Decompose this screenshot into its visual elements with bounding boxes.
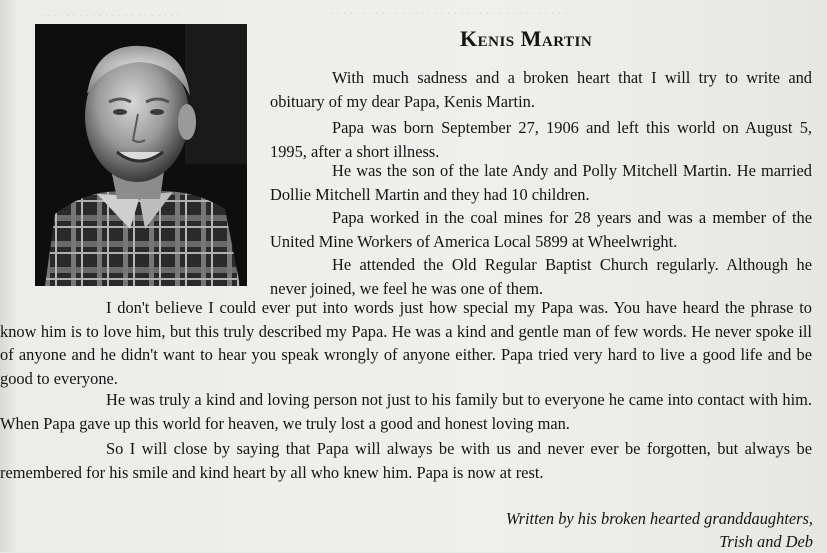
signature-line-1: Written by his broken hearted granddaughters, [505,509,813,528]
portrait-photo [35,24,247,286]
paragraph-church: He attended the Old Regular Baptist Church regularly. Although he never joined, we feel he was one of them. [270,255,812,298]
paragraph-intro: With much sadness and a broken heart that I will try to write and obituary of my dear Papa, Kenis Martin. [270,68,812,111]
paragraph-loving: He was truly a kind and loving person not just to his family but to everyone he came into contact with him. When Papa gave up this world for heaven, we truly lost a good and honest loving man. [0,390,812,433]
paragraph-special: I don't believe I could ever put into words just how special my Papa was. You have heard the phrase to know him is to love him, but this truly described my Papa. He was a kind and gentle man of few words. He never spoke ill of anyone and he didn't want to hear you speak wrongly of anyone either. Papa tried very hard to live a good life and be good to everyone. [0,298,812,388]
show-through-texture: . . . . . . . . . . . . . . . . . . . . . . . . . . . . . . . . . . . . . . . . . . . . . . . . . . . . . . . . . . . [40,2,568,19]
paragraph-birth: Papa was born September 27, 1906 and left this world on August 5, 1995, after a short illness. [270,118,812,161]
signature-line-2: Trish and Deb [719,532,813,551]
obituary-title: Kenis Martin [460,26,593,51]
paragraph-work: Papa worked in the coal mines for 28 years and was a member of the United Mine Workers of America Local 5899 at Wheelwright. [270,208,812,251]
paragraph-family: He was the son of the late Andy and Polly Mitchell Martin. He married Dollie Mitchell Martin and they had 10 children. [270,161,812,204]
paragraph-closing: So I will close by saying that Papa will always be with us and never ever be forgotten, but always be remembered for his smile and kind heart by all who knew him. Papa is now at rest. [0,439,812,482]
signature-block [506,507,813,553]
